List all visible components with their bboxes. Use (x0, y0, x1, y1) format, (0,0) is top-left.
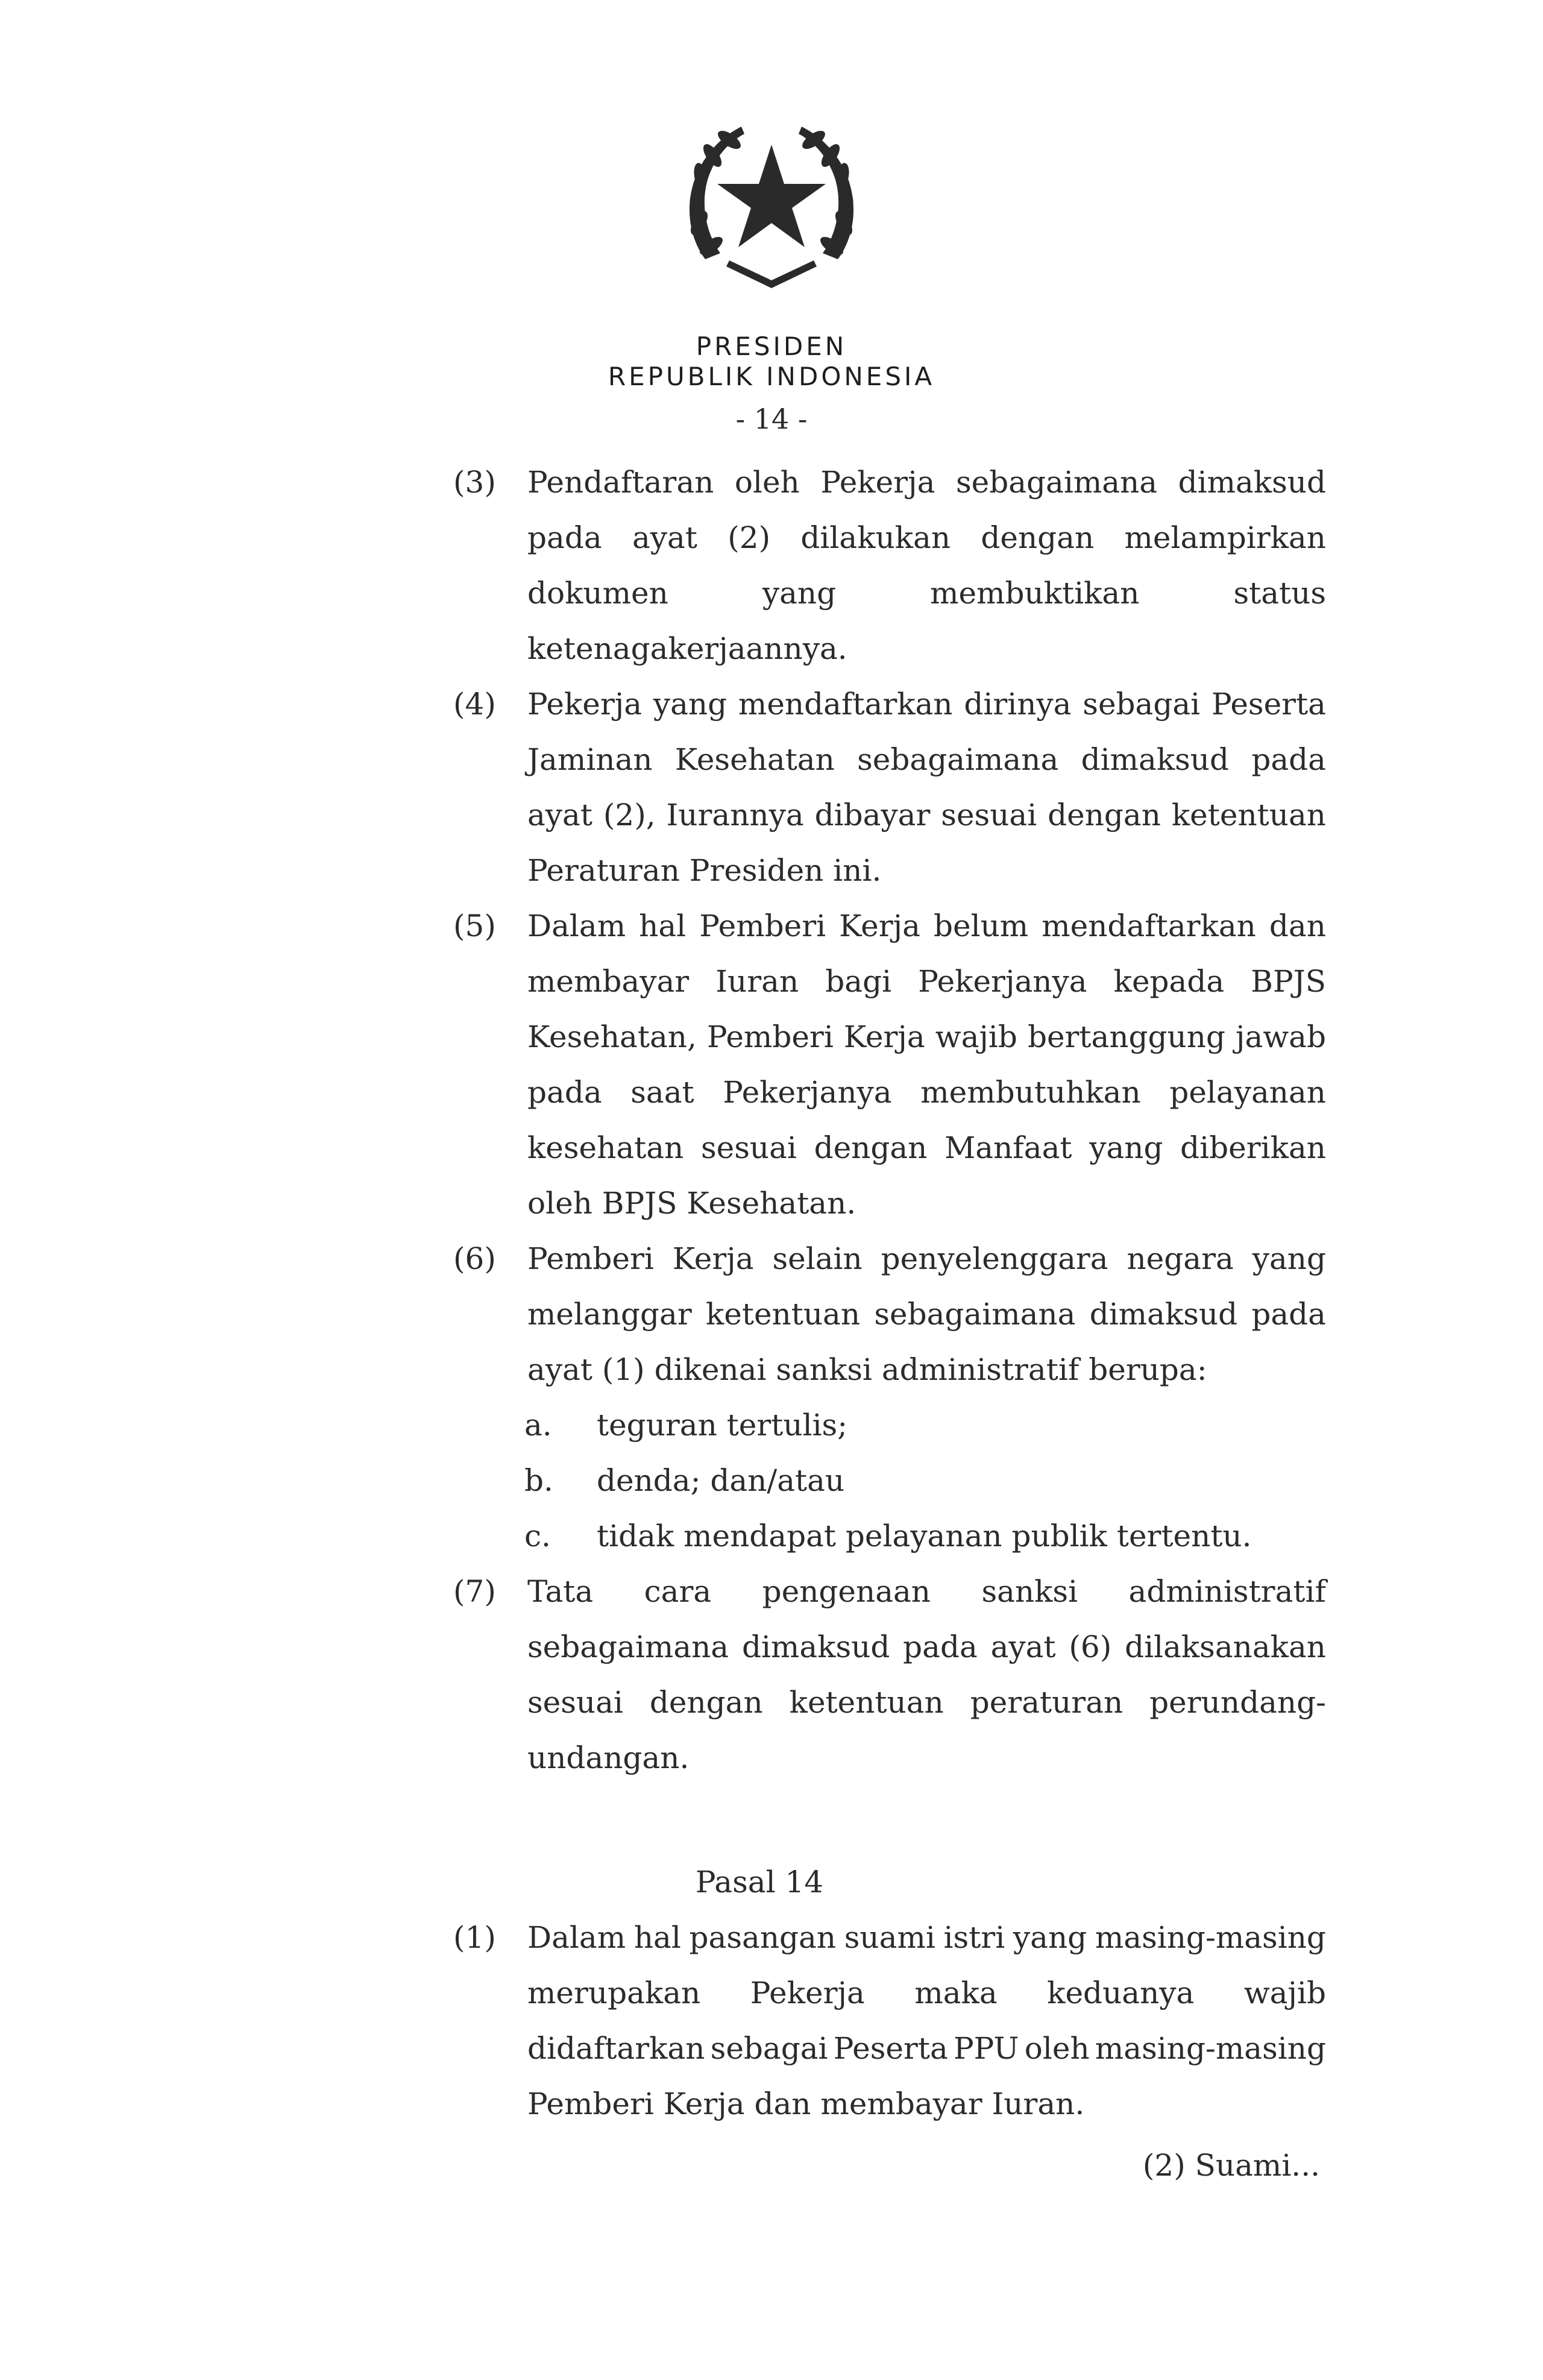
paragraph-line: sebagaimana dimaksud pada ayat (6) dilaksanakan (527, 1629, 1326, 1664)
paragraph-marker: (6) (453, 1241, 496, 1276)
paragraph-line: pada saat Pekerjanya membutuhkan pelayanan (527, 1075, 1326, 1110)
paragraph-line: sesuai dengan ketentuan peraturan perundang- (527, 1685, 1326, 1720)
paragraph-marker: (5) (453, 908, 496, 943)
paragraph-line: ayat (1) dikenai sanksi administratif berupa: (527, 1352, 1207, 1387)
page-number: - 14 - (735, 403, 808, 435)
paragraph-line: kesehatan sesuai dengan Manfaat yang diberikan (527, 1130, 1326, 1165)
paragraph-line: Pekerja yang mendaftarkan dirinya sebagai Peserta (527, 687, 1326, 722)
list-item-letter: b. (524, 1463, 553, 1498)
paragraph-line: Pemberi Kerja dan membayar Iuran. (527, 2086, 1085, 2121)
paragraph-line: membayar Iuran bagi Pekerjanya kepada BPJS (527, 964, 1326, 999)
paragraph-line: Kesehatan, Pemberi Kerja wajib bertanggung jawab (527, 1019, 1326, 1054)
paragraph-line: ketenagakerjaannya. (527, 631, 847, 666)
paragraph-line: dokumen yang membuktikan status (527, 576, 1326, 611)
paragraph-line: Pendaftaran oleh Pekerja sebagaimana dimaksud (527, 465, 1326, 500)
pasal-title: Pasal 14 (695, 1865, 824, 1900)
paragraph-marker: (3) (453, 465, 496, 500)
list-item-text: denda; dan/atau (597, 1463, 845, 1498)
paragraph-marker: (1) (453, 1920, 496, 1955)
state-emblem-icon (663, 102, 880, 301)
paragraph-marker: (4) (453, 687, 496, 722)
list-item-text: tidak mendapat pelayanan publik tertentu. (597, 1519, 1252, 1554)
list-item-text: teguran tertulis; (597, 1408, 848, 1443)
paragraph-line: didaftarkan sebagai Peserta PPU oleh masing-masing (527, 2031, 1326, 2066)
paragraph-line: merupakan Pekerja maka keduanya wajib (527, 1975, 1326, 2010)
list-item-letter: a. (524, 1408, 552, 1443)
paragraph-line: Tata cara pengenaan sanksi administratif (527, 1574, 1326, 1609)
paragraph-line: ayat (2), Iurannya dibayar sesuai dengan ketentuan (527, 798, 1326, 833)
paragraph-line: pada ayat (2) dilakukan dengan melampirkan (527, 520, 1326, 555)
paragraph-marker: (7) (453, 1574, 496, 1609)
paragraph-line: oleh BPJS Kesehatan. (527, 1186, 856, 1221)
paragraph-line: undangan. (527, 1740, 690, 1775)
list-item-letter: c. (524, 1519, 551, 1554)
paragraph-line: melanggar ketentuan sebagaimana dimaksud pada (527, 1297, 1326, 1332)
paragraph-line: Dalam hal Pemberi Kerja belum mendaftarkan dan (527, 908, 1326, 943)
paragraph-line: Pemberi Kerja selain penyelenggara negara yang (527, 1241, 1326, 1276)
paragraph-line: Jaminan Kesehatan sebagaimana dimaksud pada (527, 742, 1326, 777)
paragraph-line: Dalam hal pasangan suami istri yang masing-masing (527, 1920, 1326, 1955)
header-title: PRESIDEN (696, 332, 847, 361)
paragraph-line: Peraturan Presiden ini. (527, 853, 882, 888)
page-continuation: (2) Suami... (1142, 2148, 1320, 2183)
header-subtitle: REPUBLIK INDONESIA (608, 362, 935, 391)
